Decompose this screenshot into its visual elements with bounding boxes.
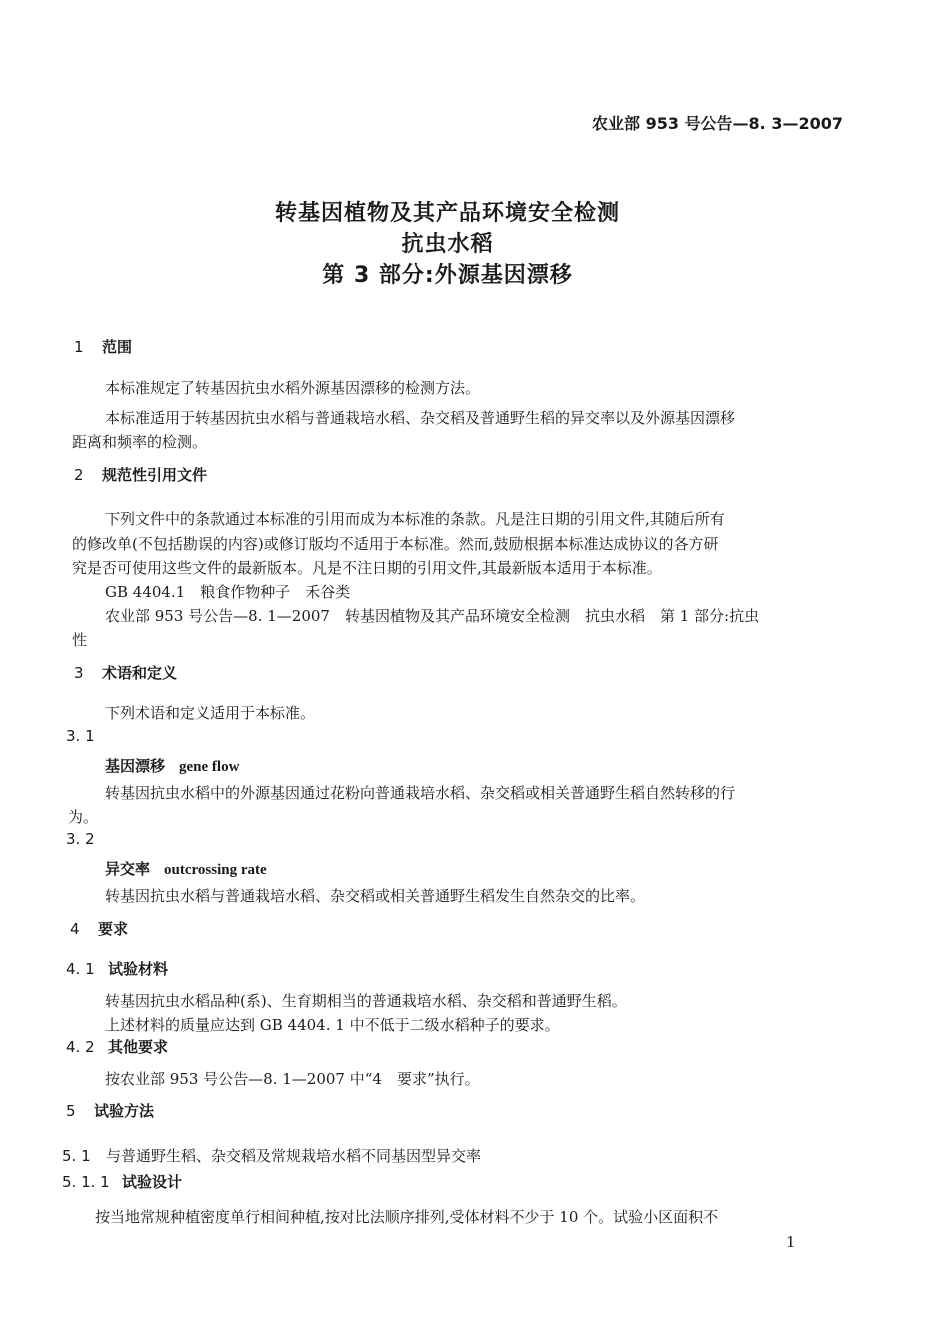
subsection-label: 试验材料 <box>108 960 169 978</box>
term-number: 3. 2 <box>66 830 95 848</box>
subsection-label: 与普通野生稻、杂交稻及常规栽培水稻不同基因型异交率 <box>106 1147 482 1165</box>
paragraph: 究是否可使用这些文件的最新版本。凡是不注日期的引用文件,其最新版本适用于本标准。 <box>72 559 662 577</box>
reference-item: 性 <box>72 631 88 649</box>
paragraph: 下列术语和定义适用于本标准。 <box>105 704 316 722</box>
paragraph: 上述材料的质量应达到 GB 4404. 1 中不低于二级水稻种子的要求。 <box>105 1016 560 1034</box>
term-number: 3. 1 <box>66 727 95 745</box>
standard-code-header: 农业部 953 号公告—8. 3—2007 <box>592 114 843 133</box>
paragraph: 的修改单(不包括勘误的内容)或修订版均不适用于本标准。然而,鼓励根据本标准达成协议的各方研 <box>72 535 719 553</box>
section-label: 范围 <box>102 338 133 356</box>
section-label: 规范性引用文件 <box>102 466 208 484</box>
section-3-heading <box>74 662 177 683</box>
section-4-heading <box>70 918 128 939</box>
subsection-label: 试验设计 <box>122 1173 183 1191</box>
title-line-2: 抗虫水稻 <box>401 232 494 257</box>
term-english: outcrossing rate <box>164 862 267 878</box>
section-number: 1 <box>74 338 84 356</box>
section-number: 3 <box>74 664 84 682</box>
section-number: 2 <box>74 466 84 484</box>
section-label: 要求 <box>98 920 129 938</box>
paragraph: 距离和频率的检测。 <box>72 433 208 451</box>
term-chinese: 基因漂移 <box>105 757 166 775</box>
paragraph: 下列文件中的条款通过本标准的引用而成为本标准的条款。凡是注日期的引用文件,其随后所有 <box>105 510 725 528</box>
section-1-heading <box>74 336 132 357</box>
section-label: 试验方法 <box>94 1102 155 1120</box>
title-line-3: 第 3 部分:外源基因漂移 <box>322 263 573 288</box>
term-definition: 为。 <box>68 808 99 826</box>
term-chinese: 异交率 <box>105 860 151 878</box>
paragraph: 按当地常规种植密度单行相间种植,按对比法顺序排列,受体材料不少于 10 个。试验小区面积不 <box>95 1208 719 1226</box>
paragraph: 本标准适用于转基因抗虫水稻与普通栽培水稻、杂交稻及普通野生稻的异交率以及外源基因漂移 <box>105 409 736 427</box>
reference-item: GB 4404.1 粮食作物种子 禾谷类 <box>105 583 351 601</box>
section-number: 4 <box>70 920 80 938</box>
subsection-number: 4. 2 <box>66 1038 95 1056</box>
section-label: 术语和定义 <box>102 664 178 682</box>
term-english: gene flow <box>179 759 240 775</box>
subsection-4-2-heading <box>66 1036 168 1057</box>
page-number: 1 <box>786 1233 796 1251</box>
subsection-5-1-1-heading <box>62 1171 182 1192</box>
subsection-label: 其他要求 <box>108 1038 169 1056</box>
paragraph: 转基因抗虫水稻品种(系)、生育期相当的普通栽培水稻、杂交稻和普通野生稻。 <box>105 992 627 1010</box>
paragraph: 本标准规定了转基因抗虫水稻外源基因漂移的检测方法。 <box>105 379 481 397</box>
subsection-4-1-heading <box>66 958 168 979</box>
reference-item: 农业部 953 号公告—8. 1—2007 转基因植物及其产品环境安全检测 抗虫水稻 第 1 部分:抗虫 <box>105 607 760 625</box>
subsection-5-1-heading <box>62 1145 481 1166</box>
subsection-number: 5. 1. 1 <box>62 1173 110 1191</box>
section-2-heading <box>74 464 207 485</box>
section-5-heading <box>66 1100 154 1121</box>
subsection-number: 5. 1 <box>62 1147 91 1165</box>
term-definition: 转基因抗虫水稻中的外源基因通过花粉向普通栽培水稻、杂交稻或相关普通野生稻自然转移的行 <box>105 784 736 802</box>
term-heading <box>105 858 267 879</box>
term-definition: 转基因抗虫水稻与普通栽培水稻、杂交稻或相关普通野生稻发生自然杂交的比率。 <box>105 887 646 905</box>
title-line-1: 转基因植物及其产品环境安全检测 <box>274 201 620 226</box>
subsection-number: 4. 1 <box>66 960 95 978</box>
paragraph: 按农业部 953 号公告—8. 1—2007 中“4 要求”执行。 <box>105 1070 480 1088</box>
section-number: 5 <box>66 1102 76 1120</box>
term-heading <box>105 755 239 776</box>
